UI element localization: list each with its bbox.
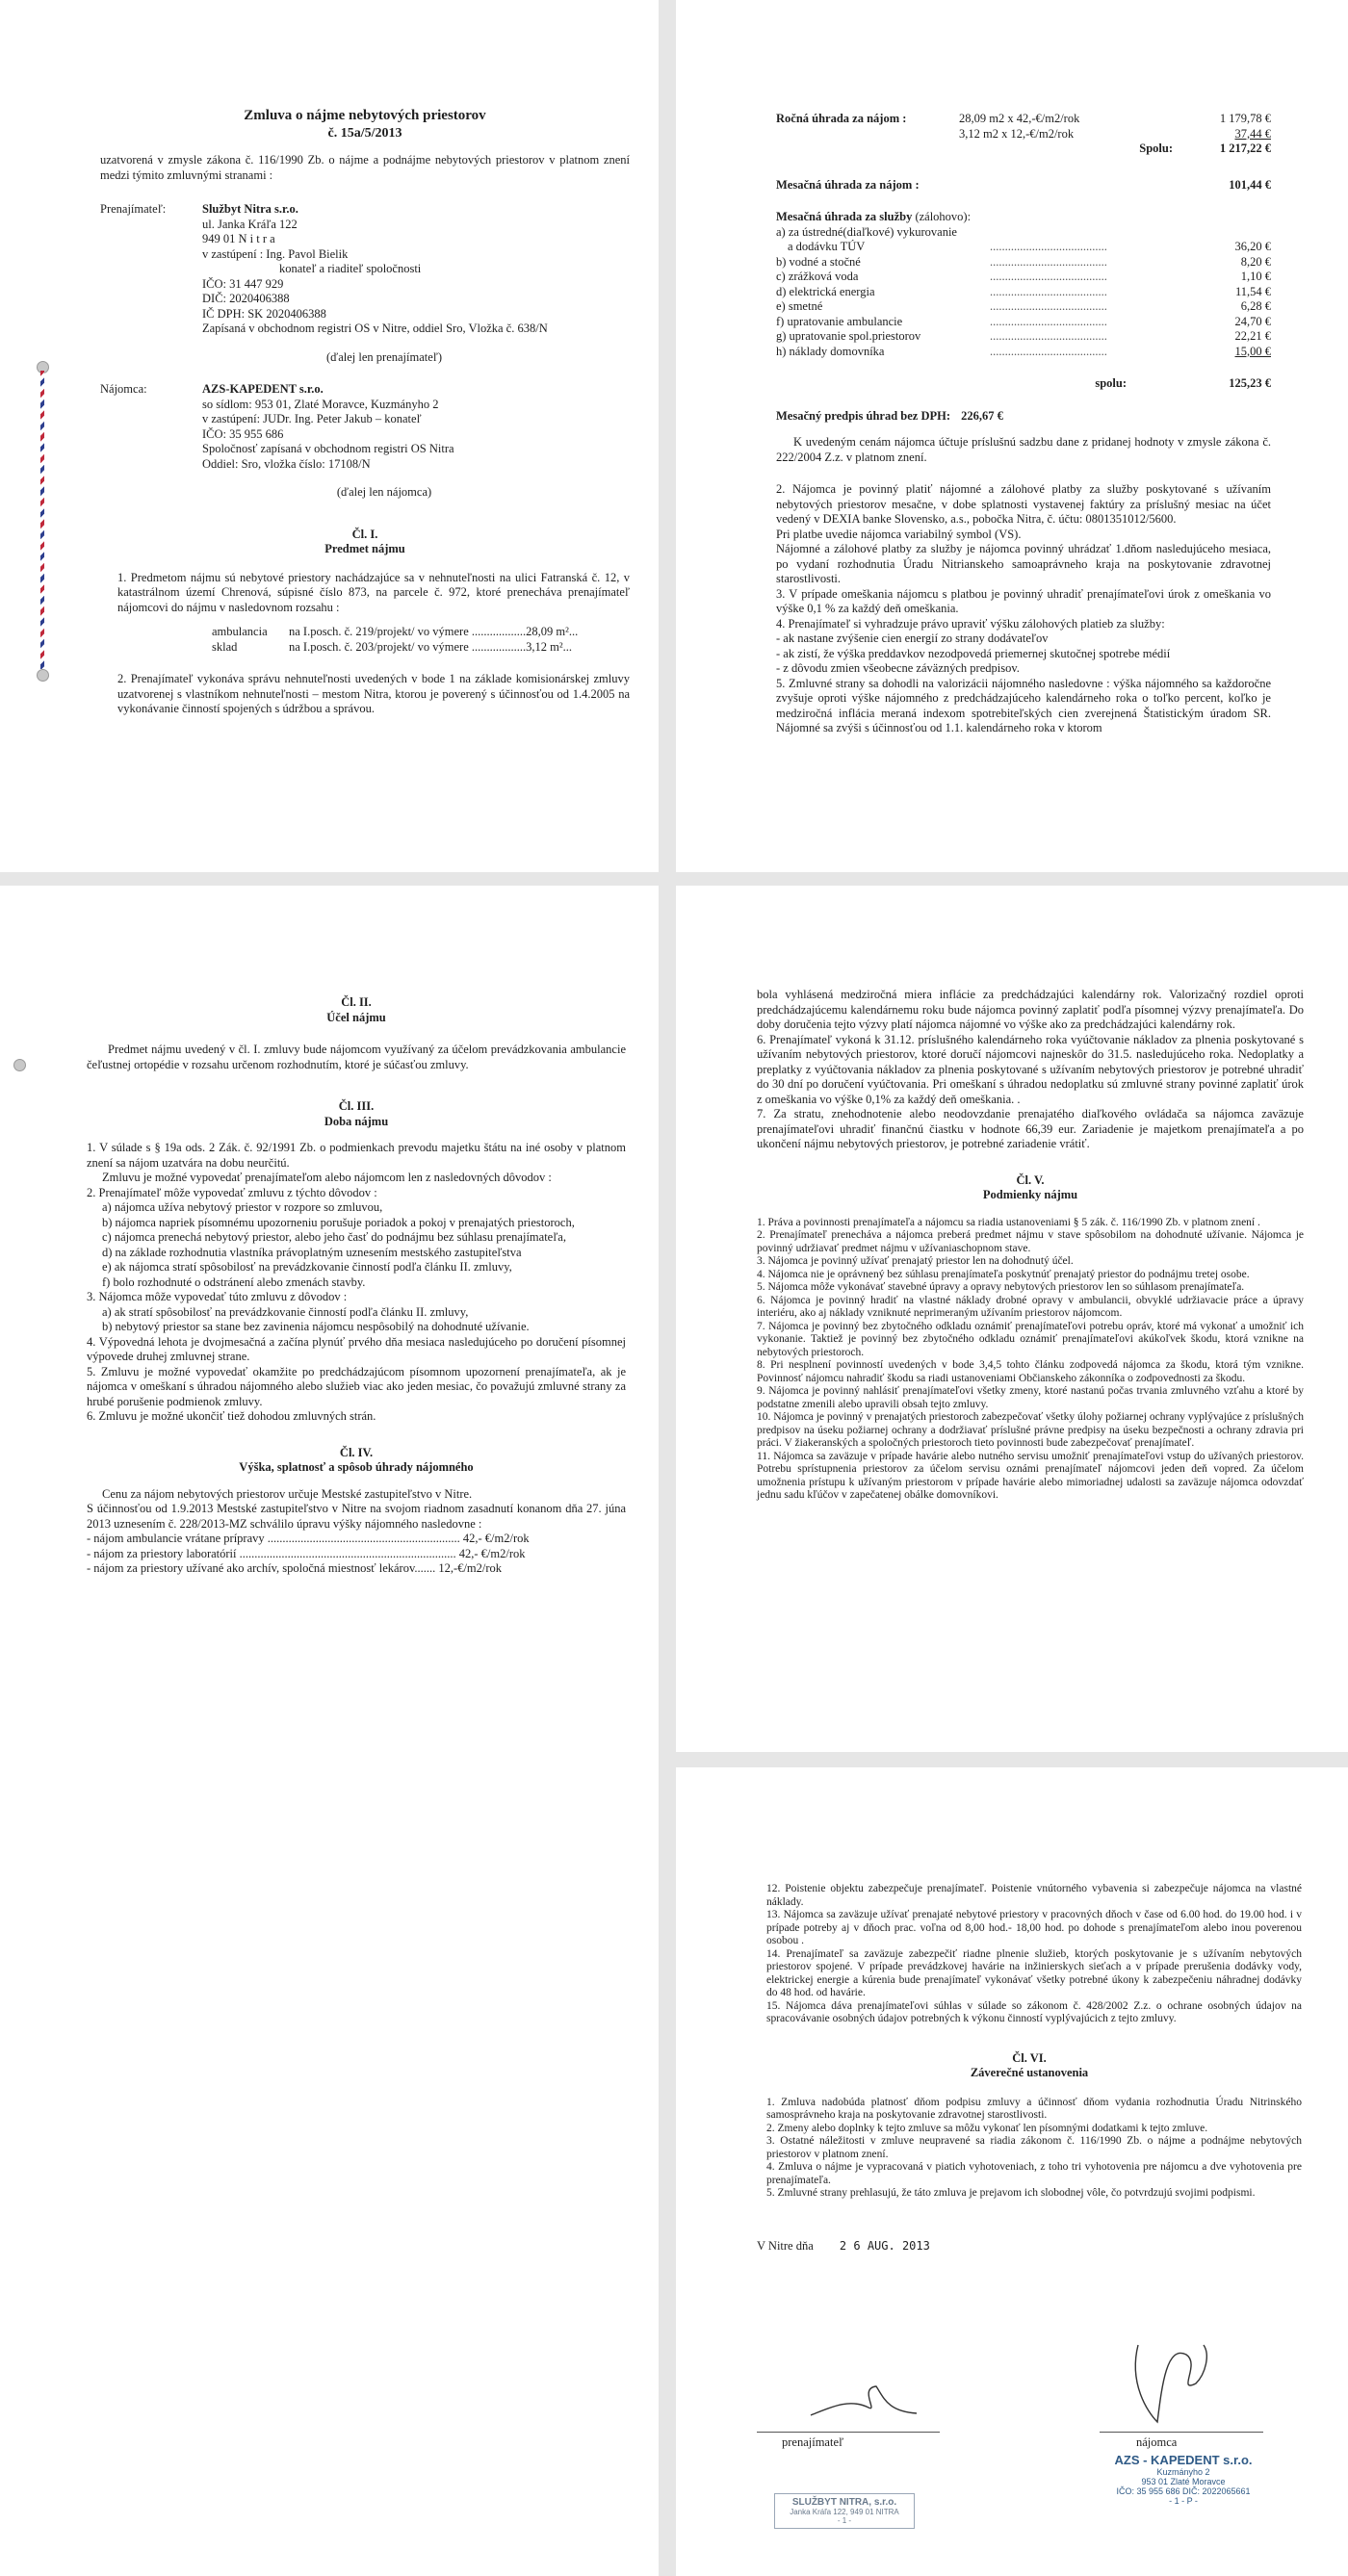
article-3-p2: 2. Prenajímateľ môže vypovedať zmluvu z týchto dôvodov : — [87, 1185, 377, 1199]
rent-calc: 28,09 m2 x 42,-€/m2/rok — [959, 112, 1080, 125]
landlord-line: DIČ: 2020406388 — [202, 292, 290, 305]
list-item: - nájom ambulancie vrátane prípravy ................................................................ 42,- €/m2/rok — [87, 1532, 530, 1545]
article-2-text: Predmet nájmu uvedený v čl. I. zmluvy bude nájomcom využívaný za účelom prevádzkovania ambulancie čeľustnej ortopédie v rozsahu určenom rozhodnutím, ktoré je súčasťou zmluvy. — [87, 1043, 626, 1071]
list-item: b) nebytový priestor sa stane bez zavinenia nájomcu nespôsobilý na dohodnuté užívanie. — [102, 1320, 530, 1333]
list-item: d) elektrická energia ....................................... 11,54 € — [776, 284, 1271, 298]
rent-total-label: Spolu: — [1139, 142, 1173, 155]
landlord-sign-label: prenajímateľ — [782, 2435, 844, 2449]
annual-rent-label: Ročná úhrada za nájom : — [776, 112, 907, 125]
tenant-line: Spoločnosť zapísaná v obchodnom registri OS Nitra — [202, 442, 454, 455]
tenant-line: so sídlom: 953 01, Zlaté Moravce, Kuzmányho 2 — [202, 397, 439, 411]
page-4 — [676, 886, 1348, 1752]
article-title: Predmet nájmu — [324, 542, 405, 555]
list-item: 4. Zmluva o nájme je vypracovaná v piatich vyhotoveniach, z toho tri vyhotovenia pre nájomcu a dve vyhotovenia pre prenajímateľa. — [766, 2161, 1302, 2186]
list-item: - z dôvodu zmien všeobecne záväzných predpisov. — [776, 661, 1020, 675]
list-item: 9. Nájomca je povinný nahlásiť prenajímateľovi všetky zmeny, ktoré nastanú počas trvania zmluvného vzťahu a ktoré by podstatne zmenili alebo upravili obsah tejto zmluvy. — [757, 1385, 1304, 1410]
spaces-table — [212, 625, 578, 655]
list-item: a dodávku TÚV ....................................... 36,20 € — [788, 240, 1271, 253]
article-3-p1b: Zmluvu je možné vypovedať prenajímateľom alebo nájomcom len z nasledovných dôvodov : — [102, 1171, 552, 1184]
list-item: 1. Práva a povinnosti prenajímateľa a nájomcu sa riadia ustanoveniami § 5 zák. č. 116/1990 Zb. v platnom znení . — [757, 1216, 1260, 1228]
tenant-signature — [1109, 2326, 1225, 2432]
article-number: Čl. VI. — [1012, 2050, 1047, 2065]
tenant-line: IČO: 35 955 686 — [202, 426, 284, 441]
services-total-value: 125,23 € — [1229, 376, 1271, 390]
list-item: a) ak stratí spôsobilosť na prevádzkovanie činností podľa článku II. zmluvy, — [102, 1304, 469, 1319]
list-item: 3. Ostatné náležitosti v zmluve neupravené sa riadia zákonom č. 116/1990 Zb. o nájme a podnájme nebytových priestorov v platnom znení. — [766, 2135, 1302, 2160]
annual-rent-block — [776, 112, 1271, 157]
article-number: Čl. III. — [338, 1099, 375, 1113]
paragraph-5: 5. Zmluvné strany sa dohodli na valorizácii nájomného nasledovne : výška nájomného sa každoročne zvyšuje oproti výške nájomného z predchádzajúceho kalendárneho roka o toľko percent, koľko je medziročná inflácia meraná indexom spotrebiteľských cien zverejnená Štatistickým úradom SR. Nájomné sa zvýši s účinnosťou od 1.1. kalendárneho roka v ktorom — [776, 676, 1271, 734]
tenant-line: AZS-KAPEDENT s.r.o. — [202, 382, 324, 396]
list-item: 15. Nájomca dáva prenajímateľovi súhlas v súlade so zákonom č. 428/2002 Z.z. o ochrane osobných údajov na spracovávanie osobných údajov potrebných k výkonu činností vyplývajúcich z tejto zmluvy. — [766, 1999, 1302, 2024]
landlord-line: ul. Janka Kráľa 122 — [202, 217, 298, 231]
list-item: f) upratovanie ambulancie ....................................... 24,70 € — [776, 314, 1271, 328]
paragraph-2c: Nájomné a zálohové platby za služby je nájomca povinný uhrádzať 1.dňom nasledujúceho mesiaca, po vydaní rozhodnutia Úradu Nitrianskeho samoaprávneho kraja na poskytovanie zdravotnej starostlivosti. — [776, 542, 1271, 585]
page-5 — [676, 1767, 1348, 2576]
tenant-line: Oddiel: Sro, vložka číslo: 17108/N — [202, 456, 371, 471]
monthly-predpis-label: Mesačný predpis úhrad bez DPH: — [776, 408, 951, 423]
list-item: g) upratovanie spol.priestorov ....................................... 22,21 € — [776, 329, 1271, 343]
valorization-continued: bola vyhlásená medziročná miera inflácie za predchádzajúci kalendárny rok. Valorizačný rozdiel oproti predchádzajúcemu kalendárnemu roku bude nájomca povinný zaplatiť podľa písomnej výzvy prenajímateľa. Do doby doručenia tejto výzvy platí nájomca nájomné vo výške ako za predchádzajúci kalendárny rok. — [757, 988, 1304, 1031]
rent-value: 1 179,78 € — [1219, 112, 1271, 125]
article-3-p6: 6. Zmluvu je možné ukončiť tiež dohodou zmluvných strán. — [87, 1409, 376, 1423]
contract-title: Zmluva o nájme nebytových priestorov — [244, 108, 486, 123]
paragraph-2b: Pri platbe uvedie nájomca variabilný symbol (VS). — [776, 527, 1022, 541]
list-item: 12. Poistenie objektu zabezpečuje prenajímateľ. Poistenie vnútorného vybavenia si zabezpečuje nájomca na vlastné náklady. — [766, 1883, 1302, 1908]
page-gap-top — [0, 872, 1348, 886]
list-item: 8. Pri nesplnení povinností uvedených v bode 3,4,5 tohto článku zodpovedá nájomca za škodu, ktorá tým vznikne. Povinnosť nájomcu nahradiť škodu sa riadi ustanoveniami Občianskeho zákonníka o zodpovednosti za škodu. — [757, 1359, 1304, 1384]
conditions-list-continued — [757, 1883, 1302, 2026]
landlord-after: (ďalej len prenajímateľ) — [325, 349, 443, 364]
landlord-signature — [801, 2379, 926, 2427]
rent-total-value: 1 217,22 € — [1219, 142, 1271, 155]
article-1-paragraph-2: 2. Prenajímateľ vykonáva správu nehnuteľnosti uvedených v bode 1 na základe komisionárskej zmluvy uzatvorenej s vlastníkom nehnuteľnosti – mestom Nitra, ktorou je poverený s účinnosťou od 1.4.2005 na vykonávanie činností spojených s údržbou a správou. — [117, 672, 630, 715]
list-item: 6. Nájomca je povinný hradiť na vlastné náklady drobné opravy v ambulancii, obvyklé udržiavacie práce a úpravy interiéru, ako aj náklady vzniknuté neprimeraným užívaním priestorov nájomcom. — [757, 1294, 1304, 1319]
landlord-stamp: SLUŽBYT NITRA, s.r.o. Janka Kráľa 122, 949 01 NITRA - 1 - — [774, 2493, 915, 2529]
tenant-line: v zastúpení: JUDr. Ing. Peter Jakub – konateľ — [202, 412, 422, 425]
paragraph-2: 2. Nájomca je povinný platiť nájomné a zálohové platby za služby poskytované s užívaním nebytových priestorov mesačne, v dobe splatnosti vystavenej faktúry za príslušný mesiac na účet vedený v DEXIA banke Slovensko, a.s., pobočka Nitra, č. účtu: 0801351012/5600. — [776, 482, 1271, 526]
signing-place: V Nitre dňa — [757, 2238, 814, 2253]
article-3-p1: 1. V súlade s § 19a ods. 2 Zák. č. 92/1991 Zb. o podmienkach prevodu majetku štátu na iné osoby v platnom znení sa nájom uzatvára na dobu neurčitú. — [87, 1141, 626, 1170]
date-stamp: 2 6 AUG. 2013 — [839, 2238, 930, 2253]
article-title: Doba nájmu — [324, 1114, 389, 1128]
page-2 — [676, 0, 1348, 872]
list-item: f) bolo rozhodnuté o odstránení alebo zmenách stavby. — [102, 1275, 366, 1289]
landlord-line: IČO: 31 447 929 — [202, 276, 284, 291]
article-number: Čl. V. — [1016, 1172, 1045, 1187]
list-item: - nájom za priestory laboratórií ........................................................................ 42,- €/m2/rok — [87, 1546, 526, 1560]
space-area: 3,12 m²... — [526, 639, 572, 654]
list-item: 2. Prenajímateľ prenecháva a nájomca preberá predmet nájmu v stave spôsobilom na dohodnuté užívanie. Nájomca je povinný udržiavať predmet nájmu v užívaniaschopnom stave. — [757, 1229, 1304, 1254]
list-item: 13. Nájomca sa zaväzuje užívať prenajaté nebytové priestory v pracovných dňoch v čase od 6.00 hod. do 19.00 hod. i v prípade potreby aj v dňoch prac. voľna od 8,00 hod.- 18,00 hod. po dohode s prenajímateľom alebo inou poverenou osobou . — [766, 1909, 1302, 1946]
paragraph-3: 3. V prípade omeškania nájomcu s platbou je povinný uhradiť prenajímateľovi úrok z omeškania vo výške 0,1 % za každý deň omeškania. — [776, 586, 1271, 615]
article-4-p2: S účinnosťou od 1.9.2013 Mestské zastupiteľstvo v Nitre na svojom riadnom zasadnutí konanom dňa 27. júna 2013 uznesením č. 228/2013-MZ schválilo úpravu výšky nájomného nasledovne : — [87, 1502, 626, 1531]
list-item: 11. Nájomca sa zaväzuje v prípade havárie alebo nutného servisu umožniť prenajímateľovi vstup do užívaných priestorov. Potrebu sprístupnenia priestorov za účelom servisu oznámi prenajímateľ nájomcovi jeden deň vopred. Za účelom umožnenia prístupu k užívaným priestorom v prípade havárie alebo mimoriadnej udalosti sa zaväzuje nájomca odovzdať jednu sadu kľúčov v zapečatenej obálke domovníkovi. — [757, 1450, 1304, 1501]
article-1-paragraph-1: 1. Predmetom nájmu sú nebytové priestory nachádzajúce sa v nehnuteľnosti na ulici Fatranská č. 12, v katastrálnom území Chrenová, súpisné číslo 873, na parcele č. 972, ktoré prenecháva prenajímateľ nájomcovi do nájmu v nasledovnom rozsahu : — [117, 570, 630, 614]
list-item: e) smetné ....................................... 6,28 € — [776, 299, 1271, 313]
landlord-line: Zapísaná v obchodnom registri OS v Nitre, oddiel Sro, Vložka č. 638/N — [202, 322, 548, 335]
contract-number: č. 15a/5/2013 — [327, 126, 402, 141]
page-gap-mid — [676, 1752, 1348, 1767]
rent-calc: 3,12 m2 x 12,-€/m2/rok — [959, 126, 1075, 141]
table-row — [212, 640, 578, 656]
list-item: c) zrážková voda ....................................... 1,10 € — [776, 270, 1271, 283]
paragraph-6: 6. Prenajímateľ vykoná k 31.12. príslušného kalendárneho roka vyúčtovanie nákladov za plnenia poskytované s užívaním nebytových priestorov, ktoré doručí nájomcovi najneskôr do 31.5. nasledujúceho roka. Nedoplatky a preplatky z vyúčtovania nákladov za plnenia poskytované s užívaním nebytových priestorov je potrebné uhradiť do 30 dní po doručení vyúčtovania. Pri omeškaní s úhradou nedoplatku sú zmluvné strany povinné zaplatiť úrok z omeškania vo výške 0,1% za každý deň omeškania. . — [757, 1032, 1304, 1106]
paragraph-4: 4. Prenajímateľ si vyhradzuje právo upraviť výšku zálohových platieb za služby: — [776, 616, 1165, 631]
space-desc: na I.posch. č. 203/projekt/ vo výmere .................. — [289, 639, 527, 654]
landlord-line: IČ DPH: SK 2020406388 — [202, 306, 326, 321]
article-title: Výška, splatnosť a spôsob úhrady nájomného — [239, 1460, 474, 1474]
landlord-line: Službyt Nitra s.r.o. — [202, 202, 298, 216]
article-title: Účel nájmu — [326, 1010, 386, 1024]
space-name: sklad — [212, 639, 238, 654]
list-item: 5. Nájomca môže vykonávať stavebné úpravy a opravy nebytových priestorov len so súhlasom prenajímateľa. — [757, 1281, 1245, 1293]
intro-text: uzatvorená v zmysle zákona č. 116/1990 Zb. o nájme a podnájme nebytových priestorov v platnom znení medzi týmito zmluvnými stranami : — [100, 153, 630, 182]
article-number: Čl. IV. — [339, 1445, 374, 1459]
article-4-p1: Cenu za nájom nebytových priestorov určuje Mestské zastupiteľstvo v Nitre. — [102, 1486, 473, 1501]
services-total-label: spolu: — [1095, 376, 1127, 390]
tenant-after: (ďalej len nájomca) — [336, 485, 432, 499]
conditions-list — [757, 1217, 1304, 1503]
page-3 — [0, 886, 659, 1887]
list-item: 7. Nájomca je povinný bez zbytočného odkladu oznámiť prenajímateľovi potrebu opráv, ktoré má vykonať a umožniť ich vykonanie. Taktiež je povinný bez zbytočného odkladu oznámiť prenajímateľovi akúkoľvek škodu, ktorá vznikne na nebytových priestoroch. — [757, 1320, 1304, 1358]
list-item: - ak zistí, že výška preddavkov nezodpovedá priemernej skutočnej spotrebe médií — [776, 646, 1171, 660]
binding-cord — [40, 371, 44, 669]
landlord-line: v zastúpení : Ing. Pavol Bielik — [202, 246, 349, 261]
vat-note: K uvedeným cenám nájomca účtuje príslušnú sadzbu dane z pridanej hodnoty v zmysle zákona č. 222/2004 Z.z. v platnom znení. — [776, 435, 1271, 464]
list-item: a) za ústredné(diaľkové) vykurovanie — [776, 224, 957, 239]
page-1 — [0, 0, 659, 872]
services-title: Mesačná úhrada za služby — [776, 210, 913, 223]
tenant-block — [202, 382, 630, 472]
services-list — [776, 225, 1271, 360]
page-gap-left-bottom — [0, 1887, 659, 2576]
paragraph-7: 7. Za stratu, znehodnotenie alebo neodovzdanie prenajatého diaľkového ovládača sa nájomca zaväzuje prenajímateľovi uhradiť finančnú čiastku v hodnote 66,39 eur. Zariadenie je majetkom prenajímateľa a po ukončení nájmu nebytových priestorov, je potrebné zariadenie vrátiť. — [757, 1107, 1304, 1150]
article-3-p5: 5. Zmluvu je možné vypovedať okamžite po predchádzajúcom písomnom upozornení prenajímateľa, ak je nájomca v omeškaní s úhradou nájomného alebo služieb viac ako jeden mesiac, čo považujú zmluvné strany za hrubé porušenie podmienok zmluvy. — [87, 1364, 626, 1408]
space-desc: na I.posch. č. 219/projekt/ vo výmere .................. — [289, 625, 527, 638]
list-item: - ak nastane zvýšenie cien energií zo strany dodávateľov — [776, 631, 1049, 645]
list-item: - nájom za priestory užívané ako archív, spoločná miestnosť lekárov....... 12,-€/m2/rok — [87, 1561, 503, 1575]
tenant-sign-label: nájomca — [1136, 2435, 1178, 2449]
list-item: 3. Nájomca je povinný užívať prenajatý priestor len na dohodnutý účel. — [757, 1255, 1074, 1267]
list-item: 5. Zmluvné strany prehlasujú, že táto zmluva je prejavom ich slobodnej vôle, čo potvrdzujú svojimi podpismi. — [766, 2187, 1256, 2199]
list-item: 4. Nájomca nie je oprávnený bez súhlasu prenajímateľa poskytnúť prenajatý priestor do podnájmu tretej osobe. — [757, 1268, 1250, 1280]
space-name: ambulancia — [212, 625, 268, 638]
list-item: d) na základe rozhodnutia vlastníka právoplatným uznesením mestského zastupiteľstva — [102, 1245, 522, 1259]
table-row — [212, 625, 578, 640]
list-item: h) náklady domovníka ....................................... 15,00 € — [776, 344, 1271, 358]
list-item: c) nájomca prenechá nebytový priestor, alebo jeho časť do podnájmu bez súhlasu prenajímateľa, — [102, 1230, 566, 1244]
space-area: 28,09 m²... — [526, 625, 579, 638]
list-item: a) nájomca užíva nebytový priestor v rozpore so zmluvou, — [102, 1200, 383, 1214]
tenant-stamp: AZS - KAPEDENT s.r.o. Kuzmányho 2 953 01 Zlaté Moravce IČO: 35 955 686 DIČ: 2022065661 - 1 - P - — [1114, 2453, 1253, 2506]
list-item: e) ak nájomca stratí spôsobilosť na prevádzkovanie činností podľa článku II. zmluvy, — [102, 1260, 512, 1274]
article-3-p4: 4. Výpovedná lehota je dvojmesačná a začína plynúť prvého dňa mesiaca nasledujúceho po doručení písomnej výpovede druhej zmluvnej strane. — [87, 1334, 626, 1363]
list-item: b) vodné a stočné ....................................... 8,20 € — [776, 254, 1271, 269]
list-item: 14. Prenajímateľ sa zaväzuje zabezpečiť riadne plnenie služieb, ktorých poskytovanie je s užívaním nebytových priestorov spojené. V prípade prevádzkovej havárie na inžinierskych sieťach a v prípade prerušenia dodávky vody, elektrickej energie a kúrenia bude prenajímateľ vykonávať všetky potrebné úkony k zabezpečeniu náhradnej dodávky do 48 hod. od havárie. — [766, 1947, 1302, 1998]
list-item: 10. Nájomca je povinný v prenajatých priestoroch zabezpečovať všetky úlohy požiarnej ochrany vyplývajúce z príslušných predpisov na úseku požiarnej ochrany a dodržiavať príslušné právne predpisy na úseku bezpečnosti a ochrany zdravia pri práci. V žiakeranských a spoločných priestoroch tieto povinnosti bude zabezpečovať prenajímateľ. — [757, 1411, 1304, 1449]
page-gap-vertical — [659, 0, 676, 2576]
rent-value: 37,44 € — [1234, 126, 1271, 141]
article-title: Podmienky nájmu — [982, 1188, 1078, 1201]
monthly-rent-value: 101,44 € — [1229, 177, 1271, 192]
article-title: Záverečné ustanovenia — [970, 2066, 1089, 2079]
services-note: (zálohovo): — [915, 210, 972, 223]
article-3-p3: 3. Nájomca môže vypovedať túto zmluvu z dôvodov : — [87, 1290, 348, 1303]
list-item: 1. Zmluva nadobúda platnosť dňom podpisu zmluvy a účinnosť dňom vydania rozhodnutia Úradu Nitrinského samosprávneho kraja na poskytovanie zdravotnej starostlivosti. — [766, 2096, 1302, 2121]
monthly-predpis-value: 226,67 € — [961, 408, 1003, 423]
article-number: Čl. I. — [351, 527, 378, 541]
list-item: b) nájomca napriek písomnému upozorneniu porušuje poriadok a pokoj v prenajatých priestoroch, — [102, 1215, 575, 1229]
article-number: Čl. II. — [341, 995, 372, 1009]
tenant-label: Nájomca: — [100, 382, 147, 396]
landlord-line: konateľ a riaditeľ spoločnosti — [279, 262, 422, 275]
final-provisions-list — [757, 2097, 1302, 2201]
landlord-label: Prenajímateľ: — [100, 202, 167, 216]
binding-hole — [37, 669, 49, 682]
landlord-line: 949 01 N i t r a — [202, 232, 275, 245]
landlord-block — [202, 202, 630, 337]
list-item: 2. Zmeny alebo doplnky k tejto zmluve sa môžu vykonať len písomnými dodatkami k tejto zmluve. — [766, 2122, 1208, 2134]
binding-hole — [13, 1059, 26, 1071]
monthly-rent-label: Mesačná úhrada za nájom : — [776, 177, 920, 192]
